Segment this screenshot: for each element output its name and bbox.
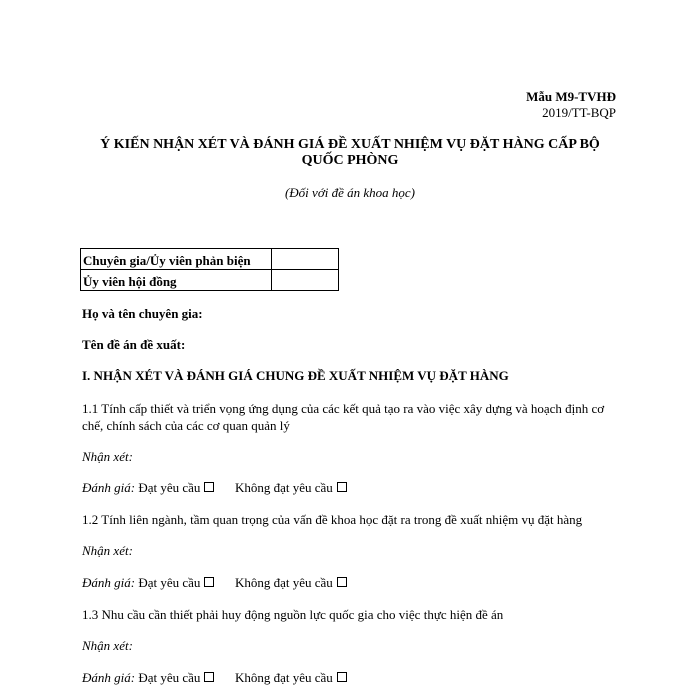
document-title: [90, 137, 610, 169]
proposal-name-label: Tên đề án đề xuất:: [82, 337, 186, 352]
fail-checkbox[interactable]: [337, 672, 347, 682]
form-reference: 2019/TT-BQP: [542, 105, 616, 120]
fail-label: Không đạt yêu cầu: [234, 480, 333, 495]
roles-table: [80, 248, 339, 291]
pass-checkbox[interactable]: [204, 672, 214, 682]
title-line-1: Ý KIẾN NHẬN XÉT VÀ ĐÁNH GIÁ ĐỀ XUẤT NHIỆM VỤ ĐẶT HÀNG CẤP BỘ: [100, 137, 600, 152]
table-row: [81, 270, 339, 291]
item-1-2-text: 1.2 Tính liên ngành, tầm quan trọng của vấn đề khoa học đặt ra trong đề xuất nhiệm vụ đặt hàng: [82, 512, 583, 527]
fail-checkbox[interactable]: [337, 577, 347, 587]
item-1-2-rating: [82, 574, 347, 591]
role-label-council-member: Ủy viên hội đồng: [81, 270, 272, 291]
role-label-reviewer: Chuyên gia/Ủy viên phản biện: [81, 249, 272, 270]
section-1-heading: I. NHẬN XÉT VÀ ĐÁNH GIÁ CHUNG ĐỀ XUẤT NHIỆM VỤ ĐẶT HÀNG: [82, 368, 509, 383]
pass-label: Đạt yêu cầu: [138, 670, 201, 685]
fail-checkbox[interactable]: [337, 482, 347, 492]
role-value-reviewer[interactable]: [272, 249, 339, 270]
item-1-3-rating: [82, 669, 347, 686]
item-1-3-text: 1.3 Nhu cầu cần thiết phải huy động nguồn lực quốc gia cho việc thực hiện đề án: [82, 607, 504, 622]
item-1-1-comment-label: Nhận xét:: [82, 449, 133, 464]
form-code: Mẫu M9-TVHĐ: [526, 89, 616, 104]
fail-label: Không đạt yêu cầu: [234, 575, 333, 590]
item-1-2-comment-label: Nhận xét:: [82, 543, 133, 558]
title-line-2: QUỐC PHÒNG: [301, 153, 399, 168]
item-1-3-comment-label: Nhận xét:: [82, 638, 133, 653]
item-1-1-rating: [82, 479, 347, 496]
fail-label: Không đạt yêu cầu: [234, 670, 333, 685]
rating-label: Đánh giá:: [82, 575, 136, 590]
pass-checkbox[interactable]: [204, 482, 214, 492]
table-row: [81, 249, 339, 270]
pass-label: Đạt yêu cầu: [138, 575, 201, 590]
rating-label: Đánh giá:: [82, 480, 136, 495]
rating-label: Đánh giá:: [82, 670, 136, 685]
item-1-1-text: 1.1 Tính cấp thiết và triển vọng ứng dụng của các kết quả tạo ra vào việc xây dựng và hoạch định cơ chế, chính sách của các cơ quan quản lý: [82, 401, 605, 433]
pass-checkbox[interactable]: [204, 577, 214, 587]
role-value-council-member[interactable]: [272, 270, 339, 291]
document-subtitle: (Đối với đề án khoa học): [284, 185, 416, 200]
pass-label: Đạt yêu cầu: [138, 480, 201, 495]
expert-name-label: Họ và tên chuyên gia:: [82, 306, 203, 321]
